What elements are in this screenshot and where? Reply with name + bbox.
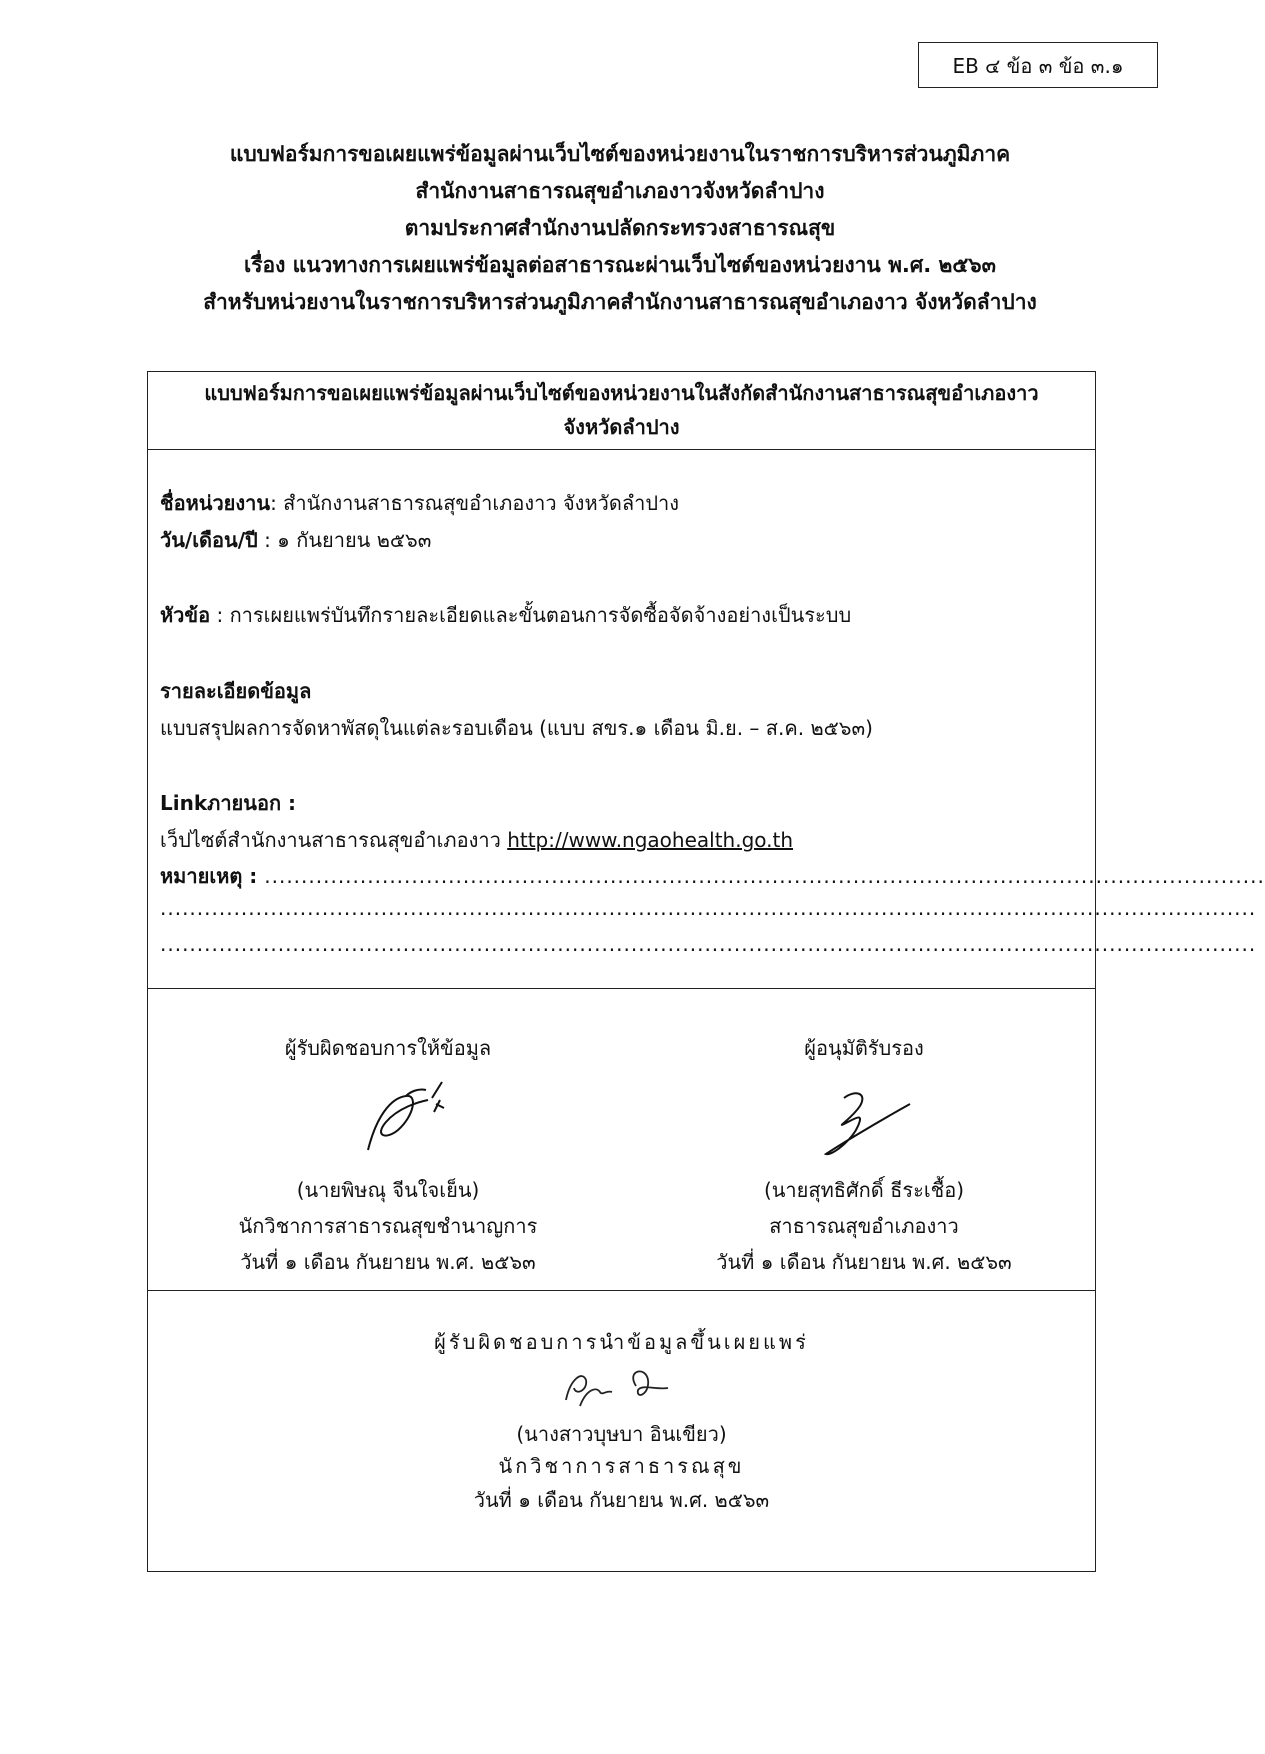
detail-label: รายละเอียดข้อมูล	[160, 679, 312, 703]
publisher-role: ผู้รับผิดชอบการนำข้อมูลขึ้นเผยแพร่	[434, 1330, 809, 1354]
informant-date: วันที่ ๑ เดือน กันยายน พ.ศ. ๒๕๖๓	[240, 1250, 536, 1274]
remark-dots-2: .....................................................................................................................................................	[160, 896, 1257, 920]
header-line-3: ตามประกาศสำนักงานปลัดกระทรวงสาธารณสุข	[404, 216, 836, 240]
topic-line	[160, 599, 1083, 631]
form-title-line-2: จังหวัดลำปาง	[563, 415, 680, 439]
signature-block-approver	[644, 988, 1084, 1288]
signature-block-publisher	[148, 1290, 1095, 1570]
informant-position: นักวิชาการสาธารณสุขชำนาญการ	[238, 1214, 538, 1238]
form-details-row	[148, 449, 1265, 989]
remark-line	[160, 860, 1265, 892]
remark-dots-3: .....................................................................................................................................................	[160, 932, 1257, 956]
form-title-row	[148, 372, 1095, 450]
date-line	[160, 524, 1083, 556]
approver-signature-image	[814, 1084, 924, 1164]
informant-role: ผู้รับผิดชอบการให้ข้อมูล	[284, 1036, 492, 1060]
remark-dots-1: ........................................................................................................................................	[264, 864, 1265, 888]
publisher-signature-row	[148, 1290, 1095, 1571]
detail-value: แบบสรุปผลการจัดหาพัสดุในแต่ละรอบเดือน (แบบ สขร.๑ เดือน มิ.ย. – ส.ค. ๒๕๖๓)	[160, 716, 873, 740]
approver-position: สาธารณสุขอำเภองาว	[769, 1214, 959, 1238]
signature-block-informant	[168, 988, 608, 1288]
publication-form	[147, 371, 1265, 1572]
publisher-name: (นางสาวบุษบา อินเขียว)	[516, 1422, 727, 1446]
topic-value: : การเผยแพร่บันทึกรายละเอียดและขั้นตอนการจัดซื้อจัดจ้างอย่างเป็นระบบ	[210, 603, 852, 627]
header-line-2: สำนักงานสาธารณสุขอำเภองาวจังหวัดลำปาง	[415, 179, 825, 203]
header-line-5: สำหรับหน่วยงานในราชการบริหารส่วนภูมิภาคสำนักงานสาธารณสุขอำเภองาว จังหวัดลำปาง	[203, 290, 1037, 314]
header-line-1: แบบฟอร์มการขอเผยแพร่ข้อมูลผ่านเว็บไซต์ของหน่วยงานในราชการบริหารส่วนภูมิภาค	[229, 142, 1011, 166]
date-value: : ๑ กันยายน ๒๕๖๓	[257, 528, 432, 552]
publisher-position: นักวิชาการสาธารณสุข	[498, 1454, 745, 1478]
unit-label: ชื่อหน่วยงาน	[160, 491, 271, 515]
website-link[interactable]: http://www.ngaohealth.go.th	[507, 828, 794, 852]
header-line-4: เรื่อง แนวทางการเผยแพร่ข้อมูลต่อสาธารณะผ่านเว็บไซต์ของหน่วยงาน พ.ศ. ๒๕๖๓	[244, 253, 996, 277]
remark-label: หมายเหตุ :	[160, 864, 265, 888]
approval-signatures-row	[148, 988, 1095, 1291]
website-line	[160, 824, 1083, 856]
publisher-date: วันที่ ๑ เดือน กันยายน พ.ศ. ๒๕๖๓	[473, 1488, 770, 1512]
reference-code-box	[918, 42, 1158, 88]
informant-name: (นายพิษณุ จีนใจเย็น)	[296, 1178, 480, 1202]
date-label: วัน/เดือน/ปี	[160, 528, 258, 552]
topic-label: หัวข้อ	[160, 603, 211, 627]
reference-code: EB ๔ ข้อ ๓ ข้อ ๓.๑	[952, 54, 1124, 78]
informant-signature-image	[348, 1078, 458, 1158]
approver-name: (นายสุทธิศักดิ์ ธีระเชื้อ)	[763, 1178, 965, 1202]
website-text: เว็ปไซต์สำนักงานสาธารณสุขอำเภองาว	[160, 828, 508, 852]
link-label: Linkภายนอก :	[160, 791, 297, 815]
approver-role: ผู้อนุมัติรับรอง	[804, 1036, 924, 1060]
publisher-signature-image	[556, 1360, 686, 1412]
unit-line	[160, 487, 1083, 519]
form-title	[148, 372, 1095, 444]
form-title-line-1: แบบฟอร์มการขอเผยแพร่ข้อมูลผ่านเว็บไซต์ของหน่วยงานในสังกัดสำนักงานสาธารณสุขอำเภองาว	[204, 381, 1039, 405]
unit-value: : สำนักงานสาธารณสุขอำเภองาว จังหวัดลำปาง	[270, 491, 680, 515]
approver-date: วันที่ ๑ เดือน กันยายน พ.ศ. ๒๕๖๓	[716, 1250, 1012, 1274]
document-header	[120, 136, 1120, 321]
